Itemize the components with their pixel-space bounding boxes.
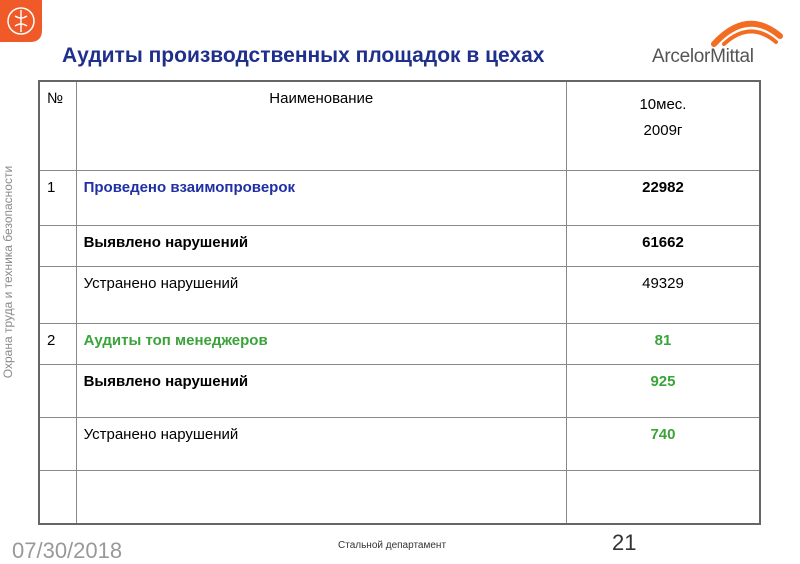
row-name: Выявлено нарушений	[83, 234, 249, 251]
header-num: №	[47, 90, 64, 107]
row-value: 925	[650, 373, 676, 390]
row-num: 1	[47, 179, 56, 196]
row-value: 81	[654, 332, 672, 349]
row-num	[40, 226, 76, 242]
row-value	[567, 471, 759, 487]
emblem-logo-icon	[0, 0, 42, 42]
row-num	[40, 365, 76, 381]
arcelormittal-swoosh-icon	[652, 14, 787, 48]
side-section-label: Охрана труда и техника безопасности	[1, 165, 15, 379]
table-row	[39, 418, 760, 471]
table-row	[39, 324, 760, 365]
row-name: Устранено нарушений	[83, 426, 239, 443]
table-row	[39, 226, 760, 267]
header-name: Наименование	[269, 90, 374, 107]
header-period-line2: 2009г	[643, 122, 683, 139]
row-name: Устранено нарушений	[83, 275, 239, 292]
row-num	[40, 418, 76, 434]
row-name: Выявлено нарушений	[83, 373, 249, 390]
table-row	[39, 365, 760, 418]
header-period-line1: 10мес.	[639, 96, 687, 113]
footer-date: 07/30/2018	[12, 538, 123, 563]
page-number: 21	[612, 530, 637, 555]
page-title: Аудиты производственных площадок в цехах	[62, 44, 545, 67]
row-num	[40, 471, 76, 487]
row-num: 2	[47, 332, 56, 349]
table-row	[39, 171, 760, 226]
footer-department: Стальной департамент	[338, 540, 447, 551]
row-value: 22982	[642, 179, 684, 196]
row-num	[40, 267, 76, 283]
row-name: Аудиты топ менеджеров	[83, 332, 268, 349]
audit-table	[38, 80, 761, 525]
header-period	[567, 82, 759, 144]
table-row	[39, 267, 760, 324]
table-header-row	[39, 81, 760, 171]
brand-name: ArcelorMittal	[652, 46, 754, 67]
table-row	[39, 471, 760, 525]
row-name: Проведено взаимопроверок	[83, 179, 296, 196]
row-value: 49329	[642, 275, 684, 292]
brand-logo	[652, 14, 787, 70]
row-name	[77, 471, 566, 487]
row-value: 61662	[642, 234, 684, 251]
row-value: 740	[650, 426, 676, 443]
